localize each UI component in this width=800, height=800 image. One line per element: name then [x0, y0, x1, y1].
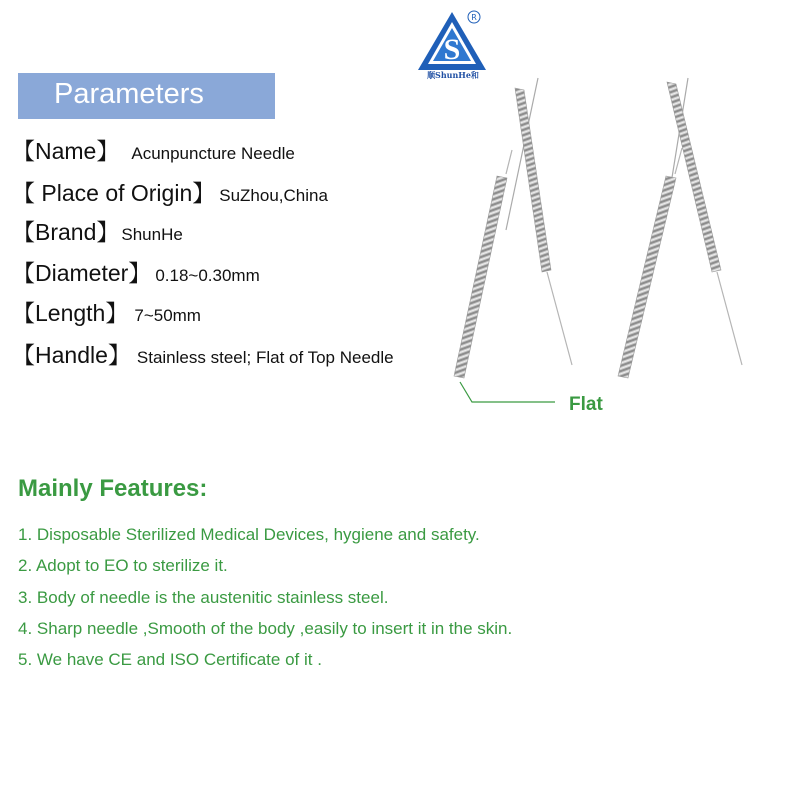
feature-item: 3. Body of needle is the austenitic stainless steel. [18, 588, 389, 607]
param-key: 【Name】 [12, 138, 120, 164]
needle-back-left [506, 78, 572, 365]
registered-mark: R [471, 13, 477, 22]
parameters-banner [18, 73, 275, 119]
param-key: 【 Place of Origin】 [12, 180, 216, 206]
feature-item: 5. We have CE and ISO Certificate of it . [18, 650, 322, 669]
param-value: 0.18~0.30mm [155, 266, 260, 285]
param-value: 7~50mm [134, 306, 201, 325]
parameters-title: Parameters [54, 78, 204, 110]
logo-text: 顺ShunHe和 [427, 70, 479, 80]
features-title: Mainly Features: [18, 475, 208, 502]
param-value: ShunHe [121, 225, 183, 244]
param-value: Acunpuncture Needle [131, 144, 295, 163]
feature-item: 4. Sharp needle ,Smooth of the body ,easily to insert it in the skin. [18, 619, 513, 638]
param-key: 【Length】 [12, 300, 129, 326]
param-length [12, 295, 201, 328]
param-key: 【Brand】 [12, 219, 120, 245]
feature-item: 1. Disposable Sterilized Medical Devices, hygiene and safety. [18, 525, 480, 544]
param-value: SuZhou,China [219, 186, 328, 205]
feature-item: 2. Adopt to EO to sterilize it. [18, 556, 228, 575]
flat-pointer-line [460, 382, 555, 402]
param-diameter [12, 255, 260, 288]
param-name [12, 133, 295, 166]
needle-front-right [618, 148, 682, 378]
logo-letter: S [443, 33, 461, 66]
flat-label: Flat [569, 394, 603, 415]
needle-back-right [667, 78, 742, 365]
param-value: Stainless steel; Flat of Top Needle [136, 348, 394, 367]
needle-front-left [454, 150, 512, 378]
param-handle [12, 337, 394, 370]
param-key: 【Diameter】 [12, 260, 152, 286]
param-place-of-origin [12, 175, 328, 208]
needle-illustration [420, 60, 760, 420]
param-brand [12, 214, 183, 247]
param-key: 【Handle】 [12, 342, 131, 368]
